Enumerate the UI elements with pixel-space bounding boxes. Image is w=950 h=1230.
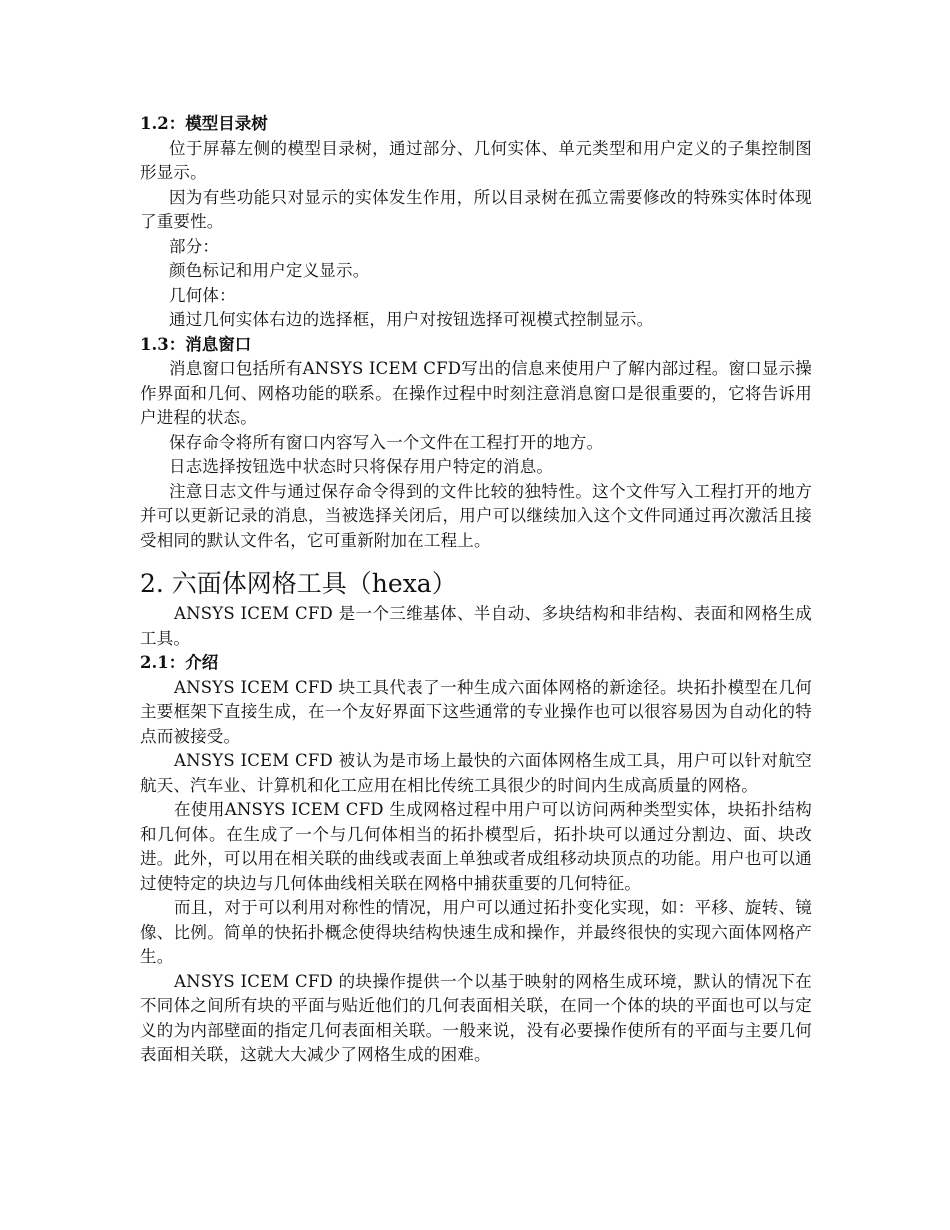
paragraph: 因为有些功能只对显示的实体发生作用，所以目录树在孤立需要修改的特殊实体时体现了重要性。 <box>140 187 812 231</box>
document-page <box>140 112 812 1068</box>
section-heading-1-2: 1.2：模型目录树 <box>140 114 268 133</box>
paragraph: 消息窗口包括所有ANSYS ICEM CFD写出的信息来使用户了解内部过程。窗口显示操作界面和几何、网格功能的联系。在操作过程中时刻注意消息窗口是很重要的，它将告诉用户进程的状态。 <box>140 359 812 427</box>
text-line: 部分： <box>169 236 220 256</box>
paragraph: 位于屏幕左侧的模型目录树，通过部分、几何实体、单元类型和用户定义的子集控制图形显示。 <box>140 138 812 182</box>
text-line: 通过几何实体右边的选择框，用户对按钮选择可视模式控制显示。 <box>169 310 654 329</box>
chapter-heading-2: 2. 六面体网格工具（hexa） <box>140 569 457 598</box>
section-heading-1-3: 1.3：消息窗口 <box>140 334 252 354</box>
paragraph: ANSYS ICEM CFD 是一个三维基体、半自动、多块结构和非结构、表面和网格生成工具。 <box>140 604 812 648</box>
paragraph: ANSYS ICEM CFD 的块操作提供一个以基于映射的网格生成环境，默认的情况下在不同体之间所有块的平面与贴近他们的几何表面相关联，在同一个体的块的平面也可以与定义的为内部壁面的指定几何表面相关联。一般来说，没有必要操作使所有的平面与主要几何表面相关联，这就大大减少了网格生成的困难。 <box>140 971 812 1064</box>
paragraph: 在使用ANSYS ICEM CFD 生成网格过程中用户可以访问两种类型实体，块拓扑结构和几何体。在生成了一个与几何体相当的拓扑模型后，拓扑块可以通过分割边、面、块改进。此外，可以用在相关联的曲线或表面上单独或者成组移动块顶点的功能。用户也可以通过使特定的块边与几何体曲线相关联在网格中捕获重要的几何特征。 <box>140 800 812 893</box>
paragraph: ANSYS ICEM CFD 块工具代表了一种生成六面体网格的新途径。块拓扑模型在几何主要框架下直接生成，在一个友好界面下这些通常的专业操作也可以很容易因为自动化的特点而被接受。 <box>140 677 812 746</box>
paragraph: 注意日志文件与通过保存命令得到的文件比较的独特性。这个文件写入工程打开的地方并可以更新记录的消息，当被选择关闭后，用户可以继续加入这个文件同通过再次激活且接受相同的默认文件名，它可重新附加在工程上。 <box>140 481 812 550</box>
section-heading-2-1: 2.1：介绍 <box>140 653 219 672</box>
paragraph: 而且，对于可以利用对称性的情况，用户可以通过拓扑变化实现，如：平移、旋转、镜像、比例。简单的快拓扑概念使得块结构快速生成和操作，并最终很快的实现六面体网格产生。 <box>140 898 812 966</box>
text-line: 几何体： <box>169 285 236 305</box>
paragraph: 保存命令将所有窗口内容写入一个文件在工程打开的地方。 <box>169 432 604 452</box>
paragraph: 日志选择按钮选中状态时只将保存用户特定的消息。 <box>169 457 554 476</box>
text-line: 颜色标记和用户定义显示。 <box>169 261 370 280</box>
paragraph: ANSYS ICEM CFD 被认为是市场上最快的六面体网格生成工具，用户可以针对航空航天、汽车业、计算机和化工应用在相比传统工具很少的时间内生成高质量的网格。 <box>140 751 812 795</box>
